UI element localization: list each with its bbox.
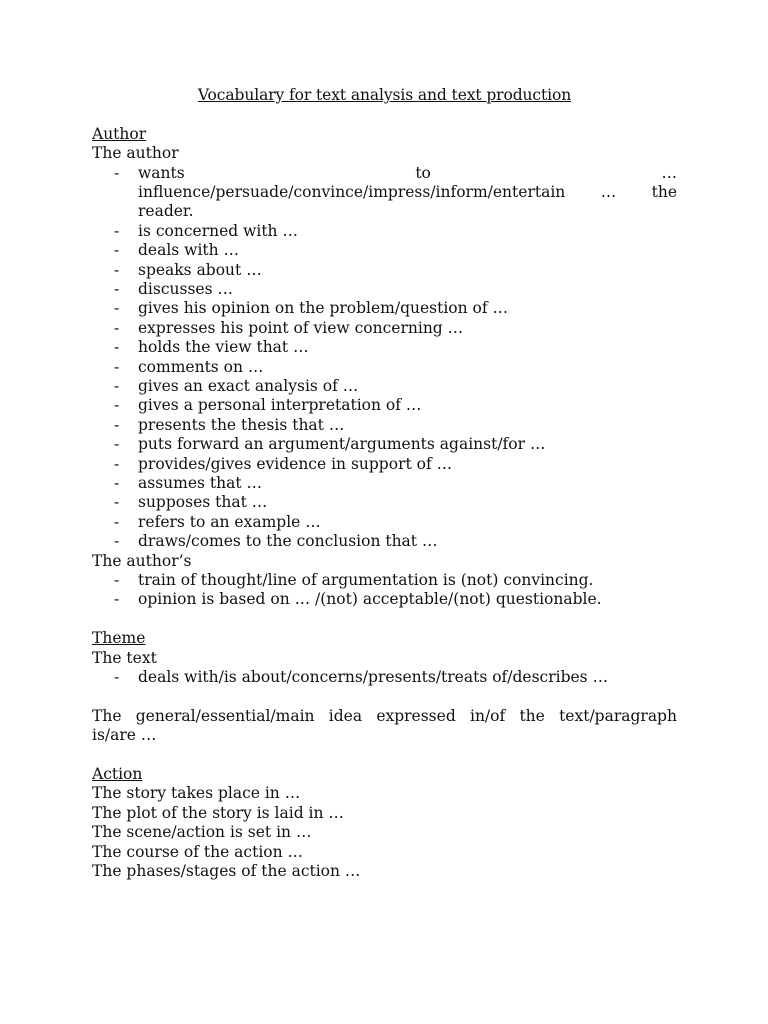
influence-line: influence/persuade/convince/impress/inform/entertain … the <box>138 182 677 201</box>
list-item: - puts forward an argument/arguments against/for … <box>114 435 546 454</box>
list-item: - is concerned with … <box>114 221 298 240</box>
list-item: - expresses his point of view concerning … <box>114 318 464 337</box>
list-item: - assumes that … <box>114 474 262 493</box>
wants-line: wants to … <box>138 163 677 182</box>
action-line: The plot of the story is laid in … <box>92 803 344 822</box>
author-intro: The author <box>92 144 179 163</box>
action-heading: Action <box>92 765 143 784</box>
dash-marker: - <box>114 163 120 182</box>
list-item: - gives a personal interpretation of … <box>114 396 422 415</box>
document-page <box>92 86 677 881</box>
action-line: The scene/action is set in … <box>92 823 312 842</box>
list-item: - presents the thesis that … <box>114 415 345 434</box>
author-list <box>92 164 677 552</box>
author-possessive-list <box>92 571 677 610</box>
action-line: The course of the action … <box>92 842 304 861</box>
action-line: The story takes place in … <box>92 784 301 803</box>
list-item: - comments on … <box>114 357 264 376</box>
action-line: The phases/stages of the action … <box>92 861 361 880</box>
page-title: Vocabulary for text analysis and text production <box>197 86 572 104</box>
theme-heading: Theme <box>92 629 146 648</box>
list-item: - train of thought/line of argumentation is (not) convincing. <box>114 571 594 590</box>
list-item: - holds the view that … <box>114 338 309 357</box>
list-item: - gives his opinion on the problem/question of … <box>114 299 509 318</box>
list-item: - deals with/is about/concerns/presents/treats of/describes … <box>114 668 609 687</box>
author-possessive-intro: The author’s <box>92 551 192 570</box>
list-item <box>92 164 677 222</box>
list-item: - opinion is based on … /(not) acceptable/(not) questionable. <box>114 590 602 609</box>
list-item: - draws/comes to the conclusion that … <box>114 532 438 551</box>
list-item: - discusses … <box>114 280 233 298</box>
list-item: - provides/gives evidence in support of … <box>114 454 453 473</box>
list-item: - supposes that … <box>114 493 268 512</box>
list-item: - refers to an example … <box>114 512 321 531</box>
author-heading: Author <box>92 124 147 143</box>
main-idea-line: The general/essential/main idea expressed in/of the text/paragraph <box>92 706 677 725</box>
theme-list <box>92 668 677 687</box>
list-item: - deals with … <box>114 241 240 260</box>
theme-intro: The text <box>92 648 157 667</box>
main-idea-line-end: is/are … <box>92 726 157 745</box>
list-item: - gives an exact analysis of … <box>114 377 359 396</box>
list-item: - speaks about … <box>114 260 262 279</box>
reader-line: reader. <box>138 202 194 221</box>
